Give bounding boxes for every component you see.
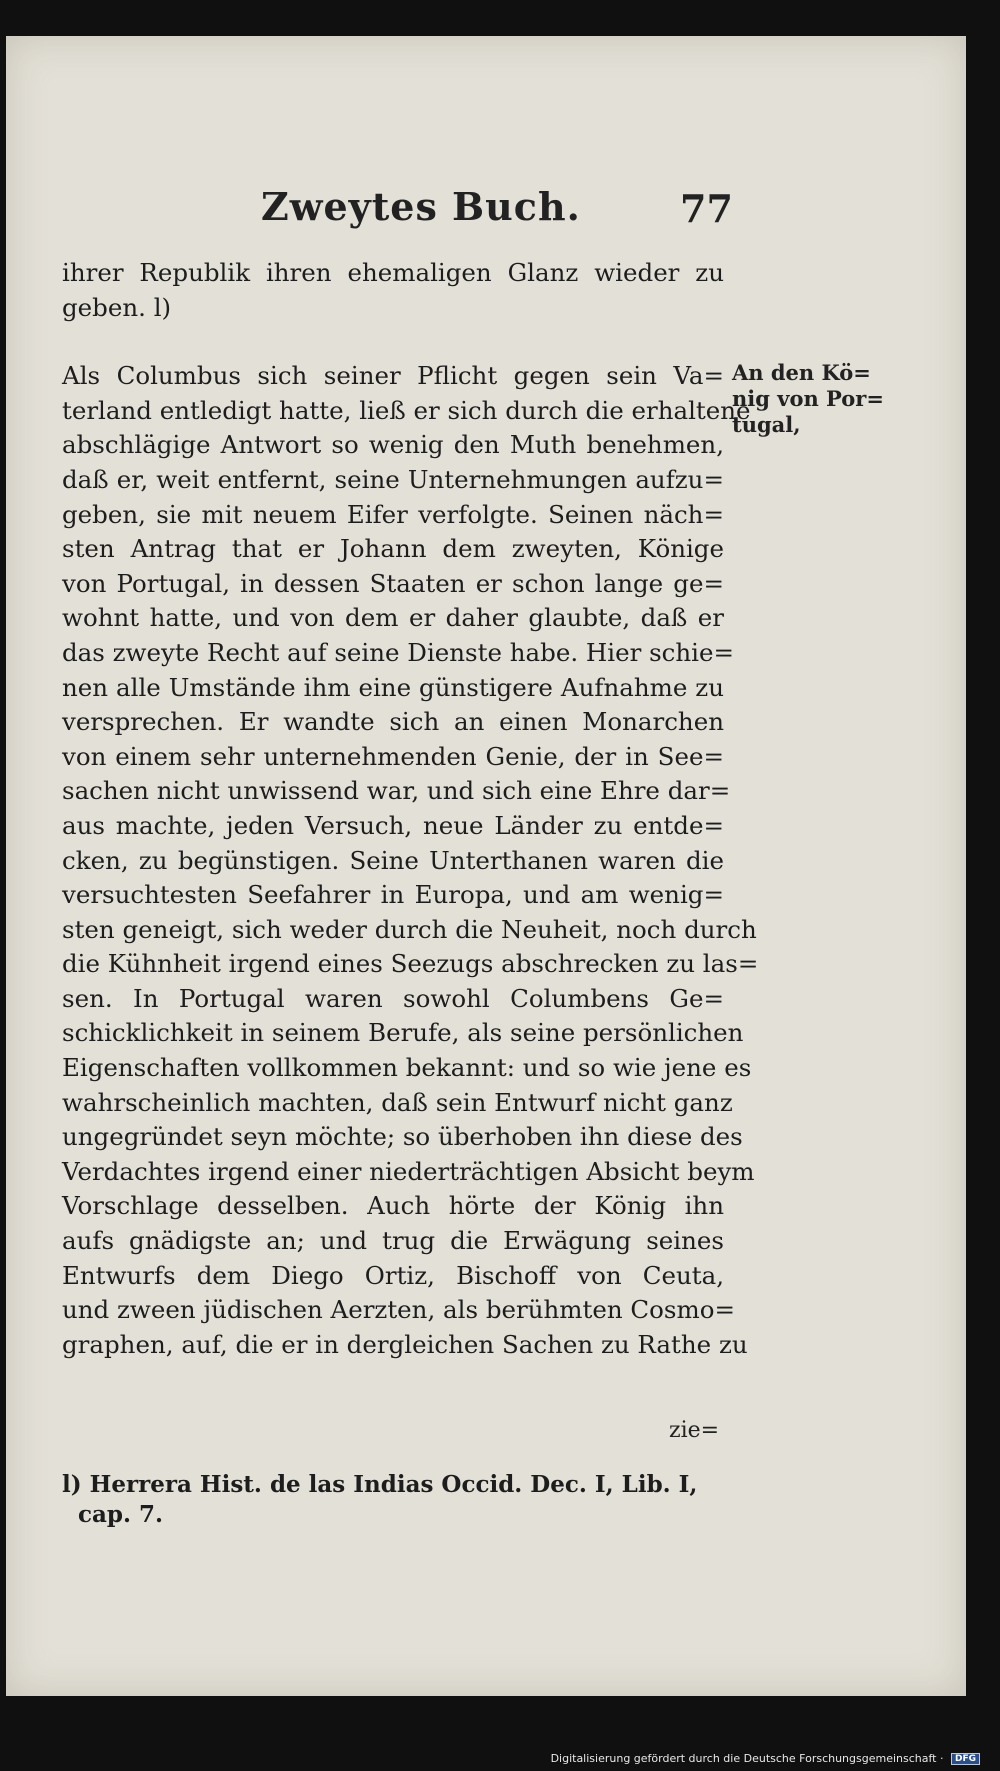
text-line: wohnt hatte, und von dem er daher glaubte, daß er xyxy=(62,603,724,633)
text-line: graphen, auf, die er in dergleichen Sachen zu Rathe zu xyxy=(62,1329,748,1359)
text-line: geben, sie mit neuem Eifer verfolgte. Seinen näch= xyxy=(62,499,724,529)
margin-note-line: nig von Por= xyxy=(732,386,884,411)
footnote-line: cap. 7. xyxy=(78,1501,164,1528)
footnote xyxy=(62,1470,742,1530)
text-line: terland entledigt hatte, ließ er sich durch die erhaltene xyxy=(62,395,751,425)
body-text xyxy=(62,256,759,1362)
text-line: aufs gnädigste an; und trug die Erwägung seines xyxy=(62,1226,724,1256)
text-line: versprechen. Er wandte sich an einen Monarchen xyxy=(62,707,724,737)
text-line: nen alle Umstände ihm eine günstigere Aufnahme zu xyxy=(62,672,724,702)
text-line: geben. l) xyxy=(62,292,172,322)
digitization-credit xyxy=(551,1752,980,1765)
text-line: sen. In Portugal waren sowohl Columbens Ge= xyxy=(62,983,724,1013)
paragraph-columbus xyxy=(62,359,759,1362)
text-line: schicklichkeit in seinem Berufe, als seine persönlichen xyxy=(62,1018,744,1048)
text-line: von einem sehr unternehmenden Genie, der in See= xyxy=(62,741,724,771)
text-line: Verdachtes irgend einer niederträchtigen Absicht beym xyxy=(62,1156,755,1186)
dfg-logo[interactable]: DFG xyxy=(951,1753,980,1765)
margin-note-line: tugal, xyxy=(732,412,801,437)
text-line: sten geneigt, sich weder durch die Neuheit, noch durch xyxy=(62,914,757,944)
text-line: versuchtesten Seefahrer in Europa, und am wenig= xyxy=(62,880,724,910)
text-line: das zweyte Recht auf seine Dienste habe. Hier schie= xyxy=(62,637,735,667)
text-line: Vorschlage desselben. Auch hörte der König ihn xyxy=(62,1191,724,1221)
page-header xyxy=(6,184,966,244)
text-line: Eigenschaften vollkommen bekannt: und so wie jene es xyxy=(62,1053,752,1083)
text-line: ungegründet seyn möchte; so überhoben ihn diese des xyxy=(62,1122,743,1152)
text-line: sten Antrag that er Johann dem zweyten, Könige xyxy=(62,534,724,564)
margin-note xyxy=(732,360,884,438)
text-line: von Portugal, in dessen Staaten er schon lange ge= xyxy=(62,568,724,598)
text-line: daß er, weit entfernt, seine Unternehmungen aufzu= xyxy=(62,464,724,494)
text-line: ihrer Republik ihren ehemaligen Glanz wieder zu xyxy=(62,258,724,287)
margin-note-line: An den Kö= xyxy=(732,360,871,385)
text-line: Als Columbus sich seiner Pflicht gegen sein Va= xyxy=(62,361,724,391)
credit-text: Digitalisierung gefördert durch die Deutsche Forschungsgemeinschaft · xyxy=(550,1752,944,1765)
text-line: sachen nicht unwissend war, und sich eine Ehre dar= xyxy=(62,776,731,806)
text-line: und zween jüdischen Aerzten, als berühmten Cosmo= xyxy=(62,1295,735,1325)
book-page xyxy=(6,36,966,1696)
catchword: zie= xyxy=(669,1418,720,1443)
running-head: Zweytes Buch. xyxy=(261,184,581,229)
text-line: abschlägige Antwort so wenig den Muth benehmen, xyxy=(62,430,724,460)
text-line: Entwurfs dem Diego Ortiz, Bischoff von Ceuta, xyxy=(62,1260,724,1290)
text-line: die Kühnheit irgend eines Seezugs abschrecken zu las= xyxy=(62,949,759,979)
paragraph-continuation xyxy=(62,256,724,325)
text-line: cken, zu begünstigen. Seine Unterthanen waren die xyxy=(62,845,724,875)
text-line: aus machte, jeden Versuch, neue Länder zu entde= xyxy=(62,810,724,840)
text-line: wahrscheinlich machten, daß sein Entwurf nicht ganz xyxy=(62,1087,733,1117)
footnote-line: l) Herrera Hist. de las Indias Occid. Dec. I, Lib. I, xyxy=(62,1471,698,1498)
paragraph-gap xyxy=(62,325,724,359)
page-number: 77 xyxy=(680,186,733,231)
